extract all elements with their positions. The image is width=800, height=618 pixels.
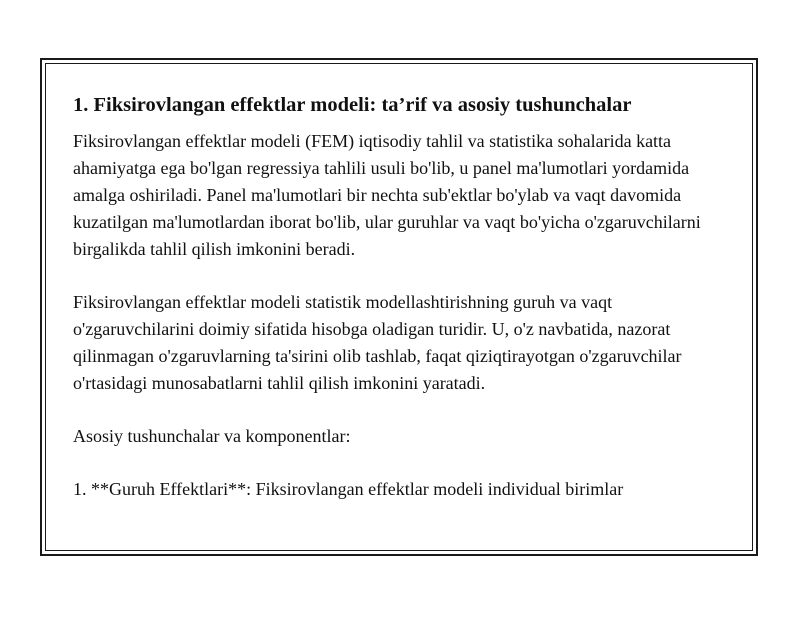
paragraph-components-heading: Asosiy tushunchalar va komponentlar: [73, 426, 351, 446]
document-body [73, 93, 733, 503]
paragraph-intro: Fiksirovlangan effektlar modeli (FEM) iqtisodiy tahlil va statistika sohalarida katta ahamiyatga ega bo'lgan regressiya tahlili usuli bo'lib, u panel ma'lumotlari yordamida amalga oshiriladi. Panel ma'lumotlari bir nechta sub'ektlar bo'ylab va vaqt davomida kuzatilgan ma'lumotlardan iborat bo'lib, ular guruhlar va vaqt bo'yicha o'zgaruvchilarni birgalikda tahlil qilish imkonini beradi. [73, 131, 701, 259]
paragraph-definition: Fiksirovlangan effektlar modeli statistik modellashtirishning guruh va vaqt o'zgaruvchilarini doimiy sifatida hisobga oladigan turidir. U, o'z navbatida, nazorat qilinmagan o'zgaruvlarning ta'sirini olib tashlab, faqat qiziqtirayotgan o'zgaruvchilar o'rtasidagi munosabatlarni tahlil qilish imkonini yaratadi. [73, 292, 682, 393]
paragraph-list-item-1: 1. **Guruh Effektlari**: Fiksirovlangan effektlar modeli individual birimlar [73, 479, 624, 499]
document-title: 1. Fiksirovlangan effektlar modeli: ta’rif va asosiy tushunchalar [73, 94, 632, 116]
